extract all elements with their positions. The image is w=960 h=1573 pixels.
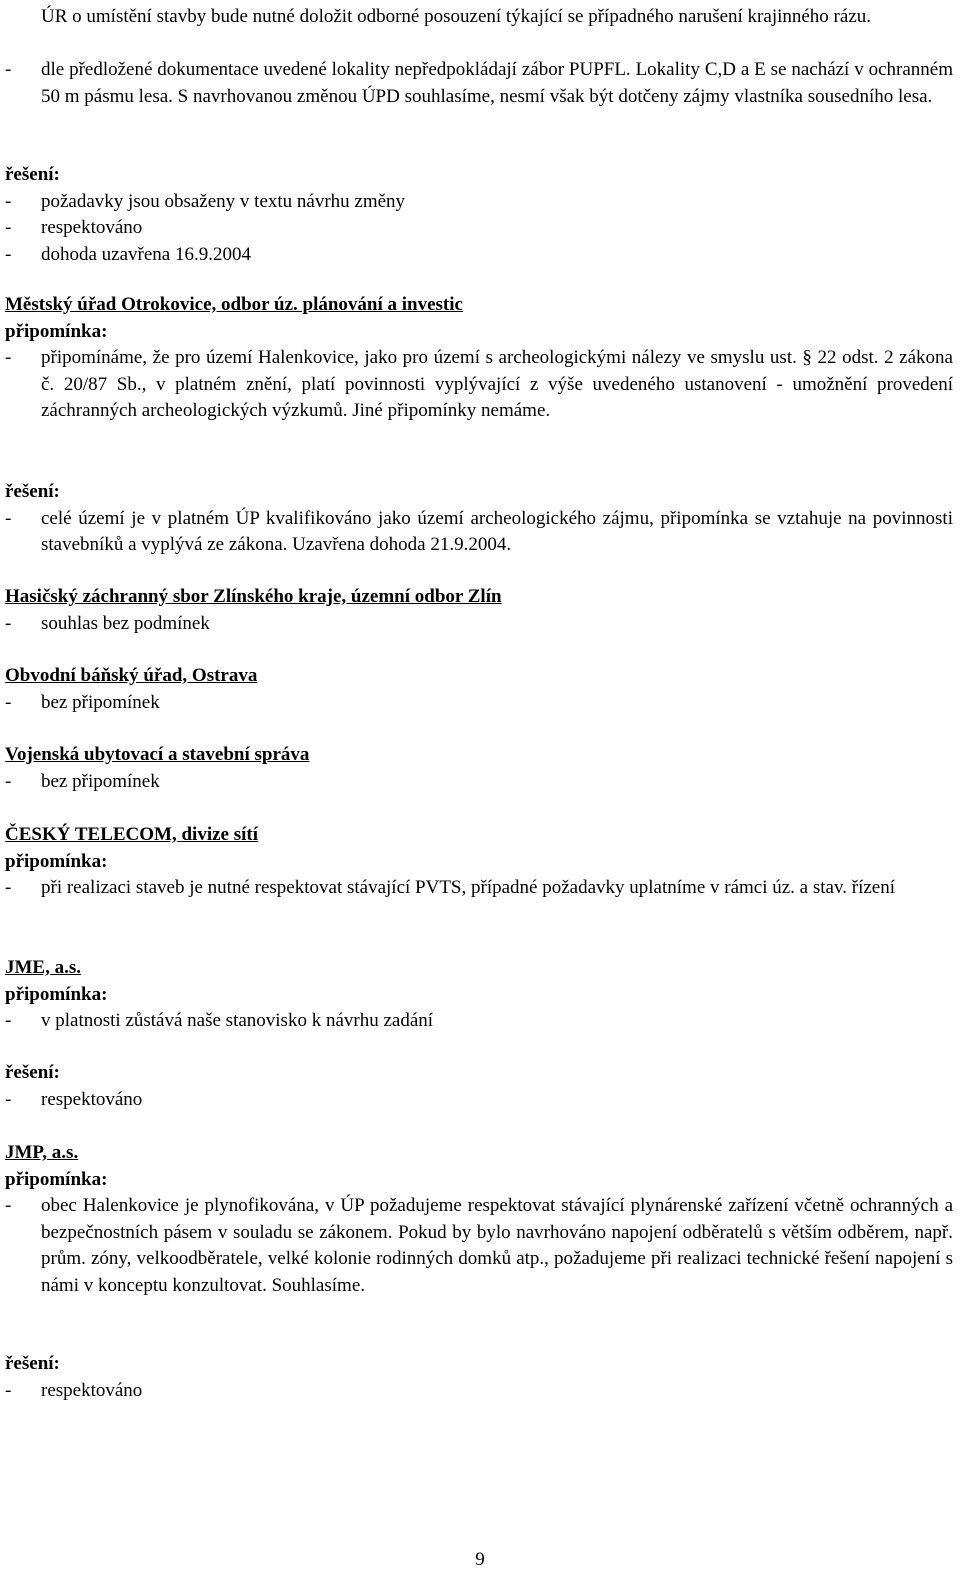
list-item [5,215,953,242]
dash: - [5,1379,12,1401]
intro-list [5,57,953,110]
page-number: 9 [475,1549,485,1570]
comment-label: připomínka: [5,850,108,872]
section-telecom [5,822,953,902]
section-heading: Městský úřad Otrokovice, odbor úz. plánování a investic [5,294,463,315]
resolution-label: řešení: [5,1062,60,1083]
list-item-text: požadavky jsou obsaženy v textu návrhu změny [41,190,406,212]
section-heading: Obvodní báňský úřad, Ostrava [5,665,258,686]
list-item [5,875,953,902]
list-item [5,189,953,216]
dash: - [5,59,12,80]
section-heading: ČESKÝ TELECOM, divize sítí [5,824,259,845]
resolution-label: řešení: [5,164,60,185]
section-heading: JME, a.s. [5,957,81,978]
list-item [5,769,953,796]
list-item [5,1378,953,1405]
section-jme [5,955,953,1035]
dash: - [5,877,12,898]
section-heading: Hasičský záchranný sbor Zlínského kraje, územní odbor Zlín [5,586,502,607]
dash: - [5,507,12,529]
comment-text: obec Halenkovice je plynofikována, v ÚP požadujeme respektovat stávající plynárenské zařízení včetně ochranných a bezpečnostních pásem v souladu se zákonem. Pokud by bylo navrhováno napojení odběratelů s větším odběrem, např. prům. zóny, velkoodběratele, velké kolonie rodinných domků atp., požadujeme při realizaci technické řešení napojení s námi v konceptu konzultovat. Souhlasíme. [41,1195,953,1296]
list-item-text: bez připomínek [41,770,160,792]
intro-resolution [5,162,953,268]
list-item [5,690,953,717]
dash: - [5,1088,12,1110]
resolution-label: řešení: [5,481,60,502]
dash: - [5,243,12,265]
section-heading: Vojenská ubytovací a stavební správa [5,744,310,765]
dash: - [5,217,12,238]
list-item-text: souhlas bez podmínek [41,612,210,634]
dash: - [5,1195,12,1216]
otrokovice-resolution [5,479,953,559]
list-item [5,345,953,425]
jme-resolution [5,1060,953,1113]
list-item [5,506,953,559]
dash: - [5,1010,12,1031]
list-item [5,242,953,269]
resolution-label: řešení: [5,1353,60,1374]
section-otrokovice [5,292,953,425]
comment-label: připomínka: [5,1168,108,1190]
list-item-text: dle předložené dokumentace uvedené lokality nepředpokládají zábor PUPFL. Lokality C,D a E se nachází v ochranném 50 m pásmu lesa. S navrhovanou změnou ÚPD souhlasíme, nesmí však být dotčeny zájmy vlastníka sousedního lesa. [41,59,953,107]
list-item [5,57,953,110]
comment-label: připomínka: [5,320,108,342]
list-item-text: bez připomínek [41,691,160,713]
jmp-resolution [5,1351,953,1404]
list-item-text: dohoda uzavřena 16.9.2004 [41,243,251,265]
resolution-text: respektováno [41,1088,143,1110]
section-jmp [5,1140,953,1299]
resolution-text: celé území je v platném ÚP kvalifikováno jako území archeologického zájmu, připomínka se vztahuje na povinnosti stavebníků a vyplývá ze zákona. Uzavřena dohoda 21.9.2004. [41,507,953,555]
list-item-text: respektováno [41,217,143,238]
comment-text: při realizaci staveb je nutné respektovat stávající PVTS, případné požadavky uplatníme v rámci úz. a stav. řízení [41,877,895,898]
list-item [5,1193,953,1299]
dash: - [5,347,12,368]
resolution-text: respektováno [41,1379,143,1401]
comment-text: připomínáme, že pro území Halenkovice, jako pro území s archeologickými nálezy ve smyslu ust. § 22 odst. 2 zákona č. 20/87 Sb., v platném znění, platí povinnosti vyplývající z výše uvedeného ustanovení - umožnění provedení záchranných archeologických výzkumů. Jiné připomínky nemáme. [41,347,953,421]
list-item [5,1008,953,1035]
list-item [5,1087,953,1114]
list-item [5,611,953,638]
section-heading: JMP, a.s. [5,1142,79,1163]
dash: - [5,770,12,792]
dash: - [5,691,12,713]
comment-text: v platnosti zůstává naše stanovisko k návrhu zadání [41,1010,434,1031]
comment-label: připomínka: [5,983,108,1005]
dash: - [5,612,12,634]
section-obu [5,663,953,716]
intro-text: ÚR o umístění stavby bude nutné doložit odborné posouzení týkající se případného narušení krajinného rázu. [41,6,871,27]
section-vuss [5,742,953,795]
dash: - [5,190,12,212]
section-hzs [5,584,953,637]
intro-paragraph [5,4,953,31]
